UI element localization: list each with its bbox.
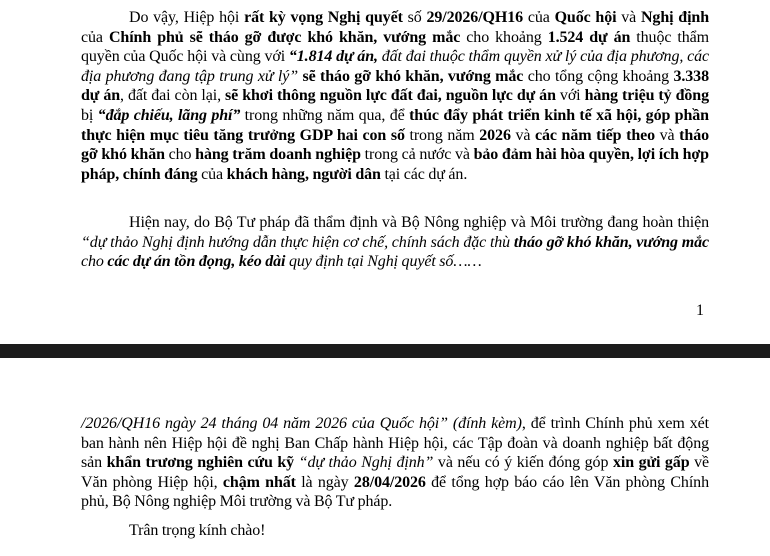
text-run: 1.524 dự án — [547, 28, 631, 46]
text-run: Hiện nay, do Bộ Tư pháp đã thẩm định và Bộ Nông nghiệp và Môi trường đang hoàn thiện — [129, 214, 709, 231]
text-run: khách hàng, người dân — [226, 165, 381, 183]
text-run: thúc đẩy phát triển kinh tế xã hội, góp phần thực hiện mục tiêu tăng trưởng GDP hai con số — [81, 106, 709, 144]
text-run: và — [655, 126, 680, 144]
text-run: tháo gỡ khó khăn — [81, 126, 709, 164]
text-run: và nếu có ý kiến đóng góp — [433, 454, 613, 472]
text-run: cho khoảng — [460, 28, 548, 46]
text-run: để tổng hợp báo cáo lên Văn phòng Chính phủ, Bộ Nông nghiệp Môi trường và Bộ Tư pháp. — [81, 473, 709, 511]
text-run: về Văn phòng Hiệp hội, — [81, 454, 709, 491]
text-run: 2026 — [479, 126, 511, 144]
text-run: hàng trăm doanh nghiệp — [195, 146, 361, 164]
text-run: hàng triệu tỷ đồng — [584, 87, 709, 105]
text-run: của — [197, 165, 227, 183]
text-run: là ngày — [295, 473, 354, 491]
text-run: cho — [164, 146, 196, 164]
text-run: 28/04/2026 — [353, 473, 426, 491]
text-run: cho tổng cộng khoảng — [523, 67, 674, 85]
text-run: tháo gỡ khó khăn, vướng mắc — [513, 233, 709, 251]
text-run: của — [523, 9, 555, 26]
text-run: các năm tiếp theo — [535, 126, 656, 144]
text-run: xin gửi gấp — [612, 454, 690, 472]
text-run: rất kỳ vọng Nghị quyết — [244, 9, 403, 26]
text-run: /2026/QH16 ngày 24 tháng 04 năm 2026 của Quốc hội” (đính kèm) — [81, 415, 522, 432]
text-run: bảo đảm hài hòa quyền, lợi ích hợp pháp, chính đáng — [81, 146, 709, 183]
text-run: 29/2026/QH16 — [426, 9, 524, 26]
text-run: Chính phủ sẽ tháo gỡ được khó khăn, vướng mắc — [108, 28, 461, 46]
text-run: “1.814 dự án, — [288, 48, 382, 66]
paragraph-request — [81, 414, 709, 512]
text-run: và — [510, 126, 536, 144]
text-run: 3.338 dự án — [81, 67, 709, 105]
text-run: Quốc hội — [554, 9, 617, 26]
text-run: , để trình Chính phủ xem xét ban hành nên Hiệp hội đề nghị Ban Chấp hành Hiệp hội, các Tập đoàn và doanh nghiệp bất động sản — [81, 415, 709, 472]
text-run: và — [616, 9, 641, 26]
text-run: trong những năm qua, để — [240, 106, 410, 124]
text-run: “đắp chiếu, lãng phí” — [97, 106, 241, 124]
text-run: chậm nhất — [222, 473, 296, 491]
text-run: Do vậy, Hiệp hội — [129, 9, 245, 26]
text-run: “dự thảo Nghị định hướng dẫn thực hiện cơ chế, chính sách đặc thù — [81, 233, 514, 251]
paragraph-current-status — [81, 213, 709, 272]
text-run: số — [402, 9, 427, 26]
page-number: 1 — [696, 302, 704, 319]
paragraph-expectations — [81, 8, 709, 184]
closing-line: Trân trọng kính chào! — [129, 522, 266, 539]
text-run: khẩn trương nghiên cứu kỹ — [106, 454, 295, 472]
text-run: , đất đai còn lại, — [120, 87, 226, 105]
text-run: quy định tại Nghị quyết số…… — [285, 253, 482, 271]
text-run: tại các dự án. — [380, 165, 468, 183]
text-run: cho — [81, 253, 108, 271]
text-run: bị — [81, 106, 98, 124]
text-run: thuộc thẩm quyền của Quốc hội và cùng với — [81, 28, 709, 66]
text-run: của — [81, 28, 109, 46]
text-run: với — [555, 87, 585, 105]
text-run: đất đai thuộc thẩm quyền xử lý của địa phương, các địa phương đang tập trung xử lý” — [81, 48, 709, 85]
text-run: sẽ tháo gỡ khó khăn, vướng mắc — [302, 67, 524, 85]
text-run: “dự thảo Nghị định” — [298, 454, 434, 472]
text-run: trong năm — [404, 126, 480, 144]
text-run: Nghị định — [640, 9, 710, 26]
page-separator — [0, 344, 770, 358]
text-run: trong cả nước và — [360, 146, 474, 164]
text-run: sẽ khơi thông nguồn lực đất đai, nguồn lực dự án — [225, 87, 556, 105]
text-run: các dự án tồn đọng, kéo dài — [107, 253, 286, 271]
document-page-2 — [0, 358, 770, 556]
